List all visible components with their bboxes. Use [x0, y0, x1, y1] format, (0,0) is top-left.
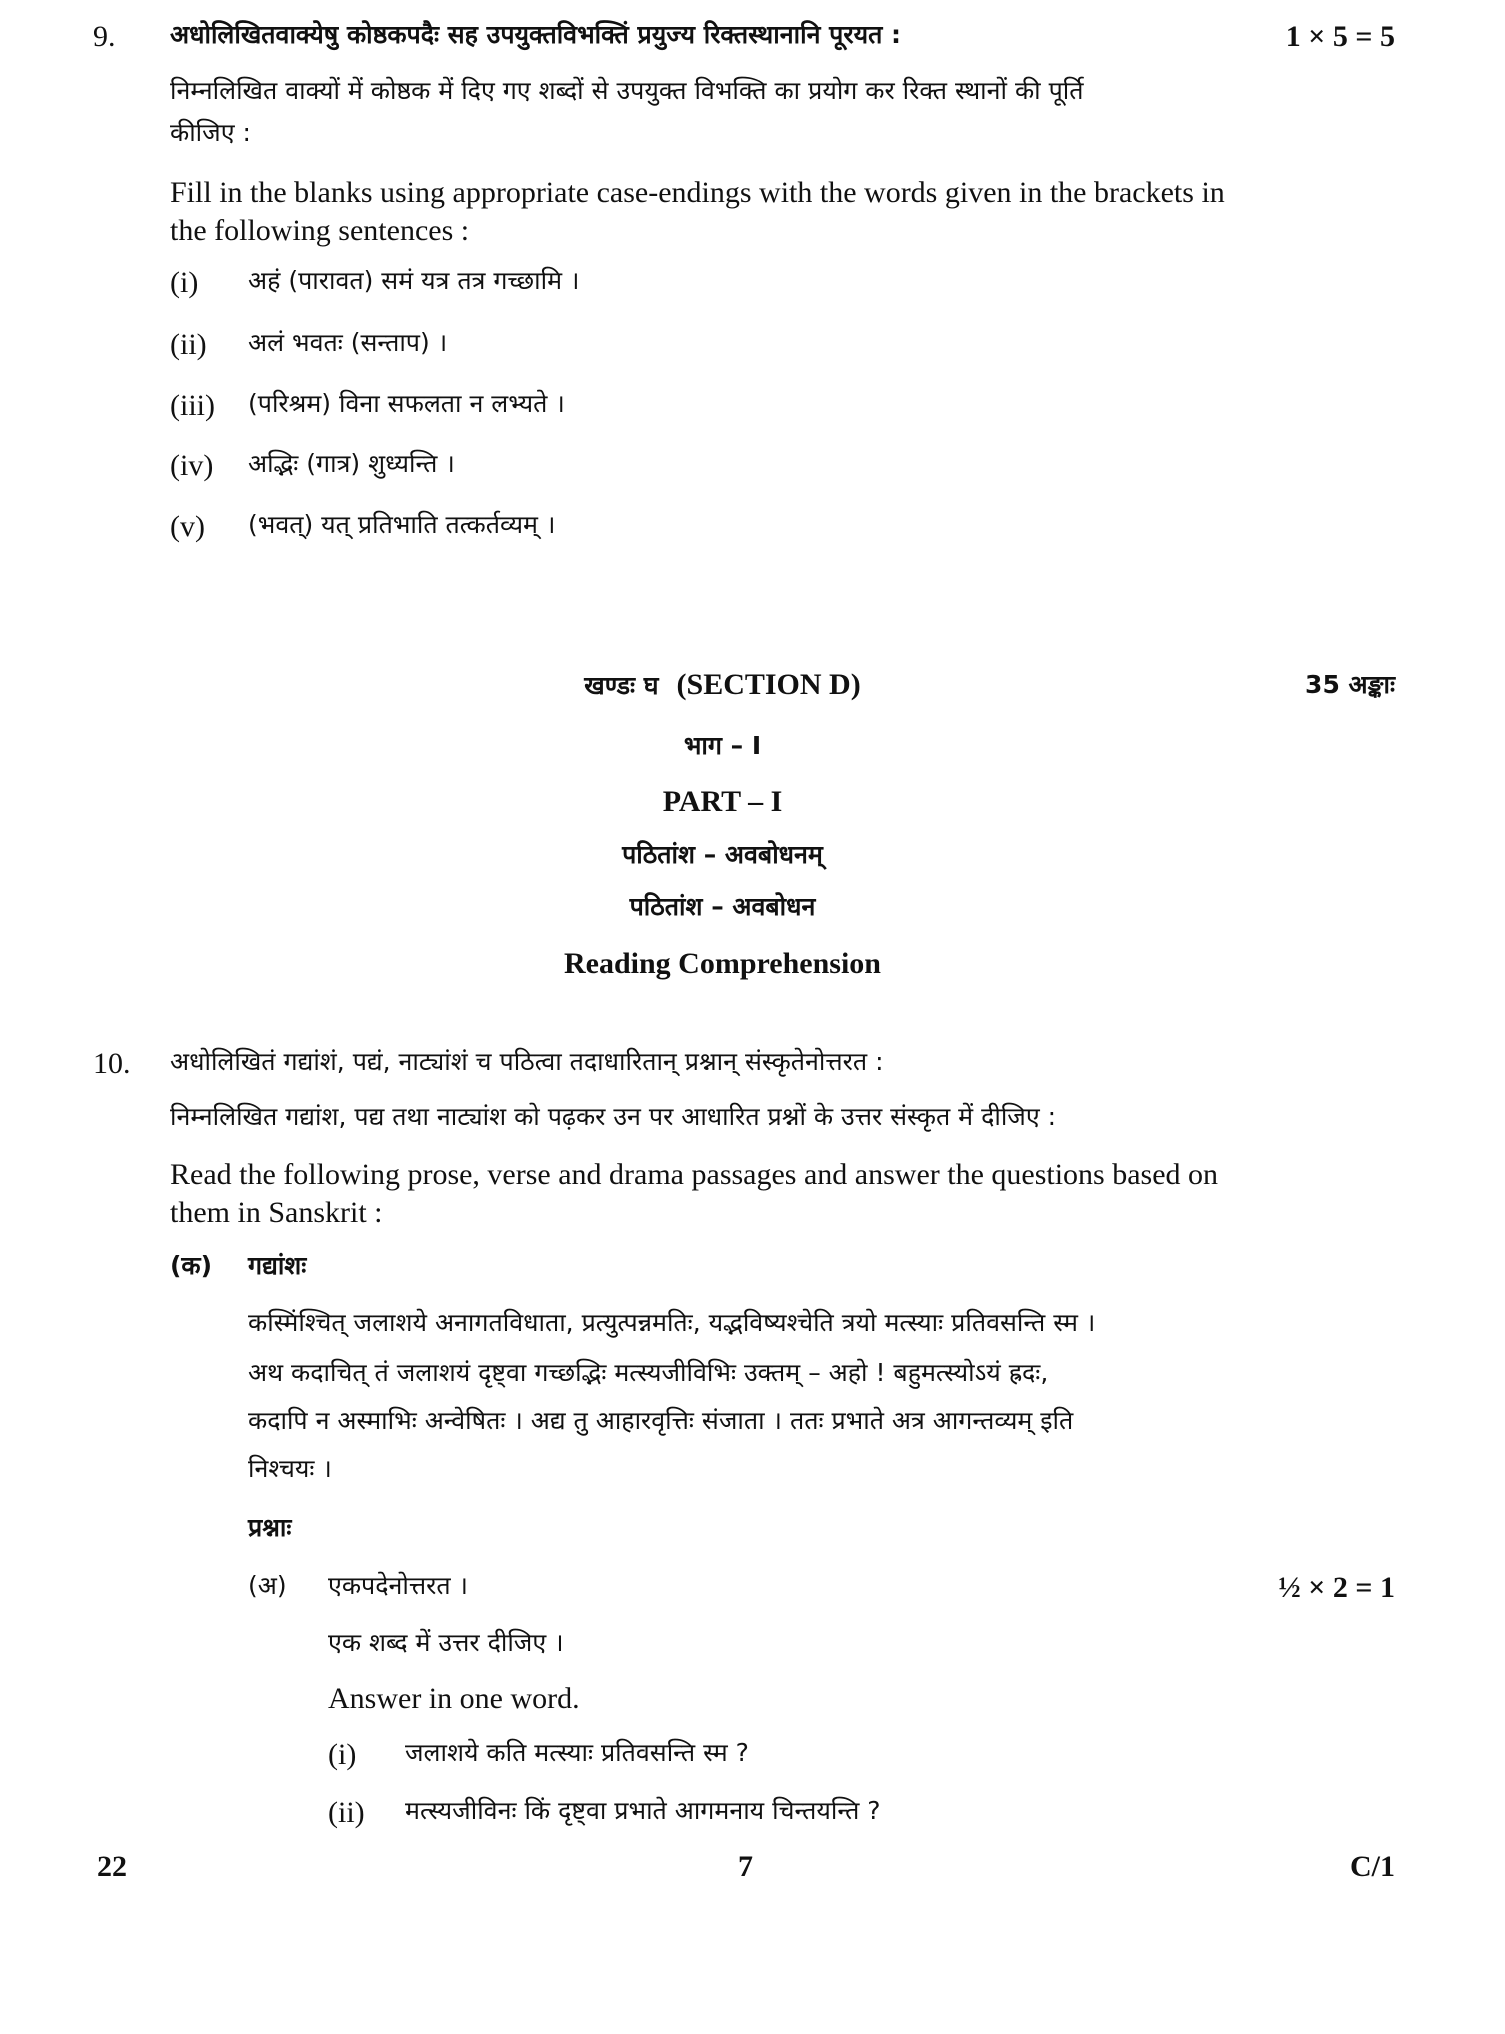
- section-title-hindi: खण्डः घ: [584, 671, 659, 700]
- part-english: PART – I: [662, 785, 783, 818]
- footer-left: 22: [97, 1850, 127, 1883]
- part-a-instruction-sanskrit: एकपदेनोत्तरत ।: [328, 1571, 469, 1600]
- question-9-instruction-hindi-line2: कीजिए :: [170, 118, 251, 147]
- subsection-title: गद्यांशः: [248, 1251, 307, 1280]
- question-10-instruction-sanskrit: अधोलिखितं गद्यांशं, पद्यं, नाट्यांशं च पठित्वा तदाधारितान् प्रश्नान् संस्कृतेनोत्तरत :: [170, 1047, 884, 1076]
- subsection-label: (क): [170, 1251, 213, 1280]
- part-hindi: भाग – I: [683, 731, 762, 760]
- question-text: जलाशये कति मत्स्याः प्रतिवसन्ति स्म ?: [405, 1738, 749, 1767]
- question-10-instruction-english-line1: Read the following prose, verse and drama passages and answer the questions based on: [170, 1158, 1219, 1191]
- part-a-instruction-hindi: एक शब्द में उत्तर दीजिए ।: [328, 1628, 564, 1657]
- questions-heading: प्रश्नाः: [248, 1513, 292, 1542]
- question-9-instruction-english-line1: Fill in the blanks using appropriate case-endings with the words given in the brackets in: [170, 176, 1225, 209]
- question-9-number: 9.: [93, 20, 116, 53]
- item-text: अहं (पारावत) समं यत्र तत्र गच्छामि ।: [248, 266, 580, 295]
- question-9-instruction-sanskrit: अधोलिखितवाक्येषु कोष्ठकपदैः सह उपयुक्तविभक्तिं प्रयुज्य रिक्तस्थानानि पूरयत :: [170, 20, 902, 49]
- heading-english: Reading Comprehension: [564, 947, 881, 980]
- page-number: 7: [738, 1850, 753, 1883]
- item-label: (i): [170, 266, 199, 299]
- question-label: (i): [328, 1738, 357, 1771]
- item-text: (परिश्रम) विना सफलता न लभ्यते ।: [248, 389, 565, 418]
- item-label: (v): [170, 510, 205, 543]
- item-label: (ii): [170, 328, 207, 361]
- item-text: (भवत्) यत् प्रतिभाति तत्कर्तव्यम् ।: [248, 510, 556, 539]
- item-text: अलं भवतः (सन्ताप) ।: [248, 328, 448, 357]
- passage-line: कस्मिंश्चित् जलाशये अनागतविधाता, प्रत्युत्पन्नमतिः, यद्भविष्यश्चेति त्रयो मत्स्याः प्रतिवसन्ति स्म ।: [248, 1308, 1096, 1337]
- question-10-number: 10.: [93, 1047, 131, 1080]
- passage-line: अथ कदाचित् तं जलाशयं दृष्ट्वा गच्छद्भिः मत्स्यजीविभिः उक्तम् – अहो ! बहुमत्स्योऽयं ह्रदः,: [248, 1358, 1049, 1387]
- part-a-label: (अ): [248, 1571, 287, 1600]
- part-a-marks: ½ × 2 = 1: [1278, 1571, 1395, 1604]
- question-9-instruction-english-line2: the following sentences :: [170, 214, 470, 247]
- section-title-english: (SECTION D): [676, 668, 861, 701]
- question-9-marks: 1 × 5 = 5: [1285, 20, 1395, 53]
- item-label: (iv): [170, 449, 214, 482]
- passage-line: कदापि न अस्माभिः अन्वेषितः । अद्य तु आहारवृत्तिः संजाता । ततः प्रभाते अत्र आगन्तव्यम् इति: [248, 1406, 1074, 1435]
- question-label: (ii): [328, 1796, 365, 1829]
- passage-line: निश्चयः ।: [248, 1454, 332, 1483]
- heading-hindi: पठितांश – अवबोधन: [629, 892, 816, 921]
- section-title: [0, 670, 1445, 700]
- question-10-instruction-hindi: निम्नलिखित गद्यांश, पद्य तथा नाट्यांश को पढ़कर उन पर आधारित प्रश्नों के उत्तर संस्कृत में दीजिए :: [170, 1102, 1057, 1131]
- section-marks: 35 अङ्काः: [1305, 670, 1395, 699]
- question-9-instruction-hindi-line1: निम्नलिखित वाक्यों में कोष्ठक में दिए गए शब्दों से उपयुक्त विभक्ति का प्रयोग कर रिक्त स्थानों की पूर्ति: [170, 76, 1084, 105]
- heading-sanskrit: पठितांश – अवबोधनम्: [622, 840, 823, 869]
- question-10-instruction-english-line2: them in Sanskrit :: [170, 1196, 383, 1229]
- question-text: मत्स्यजीविनः किं दृष्ट्वा प्रभाते आगमनाय चिन्तयन्ति ?: [405, 1796, 881, 1825]
- part-a-instruction-english: Answer in one word.: [328, 1682, 580, 1715]
- item-text: अद्भिः (गात्र) शुध्यन्ति ।: [248, 449, 455, 478]
- footer-right: C/1: [1350, 1850, 1395, 1883]
- item-label: (iii): [170, 389, 215, 422]
